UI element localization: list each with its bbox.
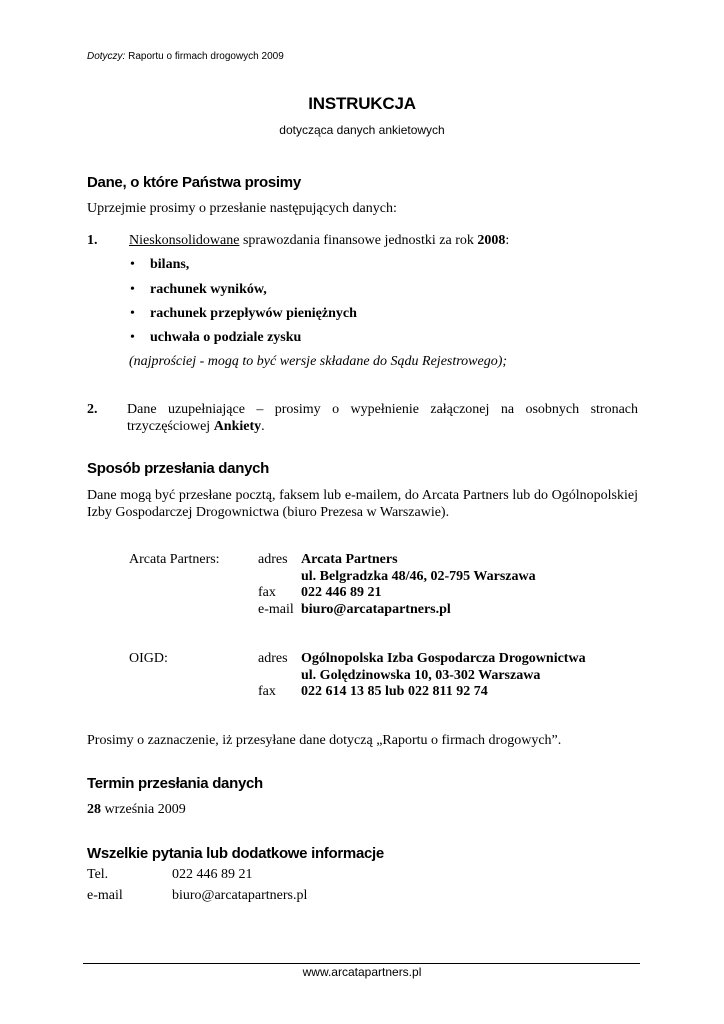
page-title: INSTRUKCJA [308, 94, 416, 113]
item-year: 2008 [477, 233, 506, 248]
item-underlined: Nieskonsolidowane [129, 233, 240, 248]
footer-url: www.arcatapartners.pl [302, 965, 422, 979]
bullet-icon: • [130, 282, 135, 297]
item-text-1 [129, 232, 509, 249]
deadline-date [87, 801, 186, 818]
address-label: adres [258, 651, 288, 666]
section-heading-deadline: Termin przesłania danych [87, 775, 263, 792]
section-heading-send: Sposób przesłania danych [87, 460, 270, 477]
oigd-fax: 022 614 13 85 lub 022 811 92 74 [301, 684, 488, 699]
bullet-item-przeplywy: rachunek przepływów pieniężnych [150, 306, 357, 321]
email-label: e-mail [87, 888, 123, 903]
arcata-street: ul. Belgradzka 48/46, 02-795 Warszawa [301, 569, 536, 584]
bullet-icon: • [130, 257, 135, 272]
item-colon: : [505, 233, 510, 248]
item-number-1: 1. [87, 233, 98, 248]
bullet-item-bilans: bilans, [150, 257, 190, 272]
section-heading-data: Dane, o które Państwa prosimy [87, 174, 301, 191]
bullet-icon: • [130, 330, 135, 345]
arcata-email: biuro@arcatapartners.pl [301, 602, 451, 617]
bullet-item-uchwala: uchwała o podziale zysku [150, 330, 302, 345]
header-text: Raportu o firmach drogowych 2009 [125, 51, 284, 62]
oigd-street: ul. Golędzinowska 10, 03-302 Warszawa [301, 668, 541, 683]
send-note: Prosimy o zaznaczenie, iż przesyłane dane dotyczą „Raportu o firmach drogowych”. [87, 733, 562, 748]
address-label: adres [258, 552, 288, 567]
header-prefix: Dotyczy: [87, 51, 126, 62]
tel-label: Tel. [87, 867, 109, 882]
section-intro-send: Dane mogą być przesłane pocztą, faksem lub e-mailem, do Arcata Partners lub do Ogólnopolskiej Izby Gospodarczej Drogownictwa (biuro Prezesa w Warszawie). [87, 488, 638, 520]
contact-label-arcata: Arcata Partners: [129, 552, 220, 567]
arcata-fax: 022 446 89 21 [301, 585, 382, 600]
email-value: biuro@arcatapartners.pl [172, 888, 308, 903]
item-note: (najprościej - mogą to być wersje składane do Sądu Rejestrowego); [129, 354, 508, 369]
section-heading-contact: Wszelkie pytania lub dodatkowe informacje [87, 845, 384, 862]
item-text-main: sprawozdania finansowe jednostki za rok [239, 233, 478, 248]
page-subtitle: dotycząca danych ankietowych [279, 123, 445, 137]
item2-end: . [261, 419, 265, 434]
contact-label-oigd: OIGD: [129, 651, 168, 666]
arcata-name: Arcata Partners [301, 552, 398, 567]
footer-divider [83, 963, 640, 964]
item2-bold: Ankiety [213, 419, 262, 434]
bullet-icon: • [130, 306, 135, 321]
deadline-day: 28 [87, 802, 101, 817]
item2-text: Dane uzupełniające – prosimy o wypełnienie załączonej na osobnych stronach trzyczęściowej [127, 402, 638, 434]
fax-label: fax [258, 585, 276, 600]
deadline-rest: września 2009 [101, 802, 186, 817]
item-number-2: 2. [87, 402, 98, 417]
email-label: e-mail [258, 602, 294, 617]
tel-value: 022 446 89 21 [172, 867, 253, 882]
fax-label: fax [258, 684, 276, 699]
section-intro-data: Uprzejmie prosimy o przesłanie następujących danych: [87, 201, 397, 216]
document-header [87, 51, 284, 62]
oigd-name: Ogólnopolska Izba Gospodarcza Drogownictwa [301, 651, 586, 666]
bullet-item-wyniki: rachunek wyników, [150, 282, 267, 297]
item-text-2 [127, 401, 638, 435]
